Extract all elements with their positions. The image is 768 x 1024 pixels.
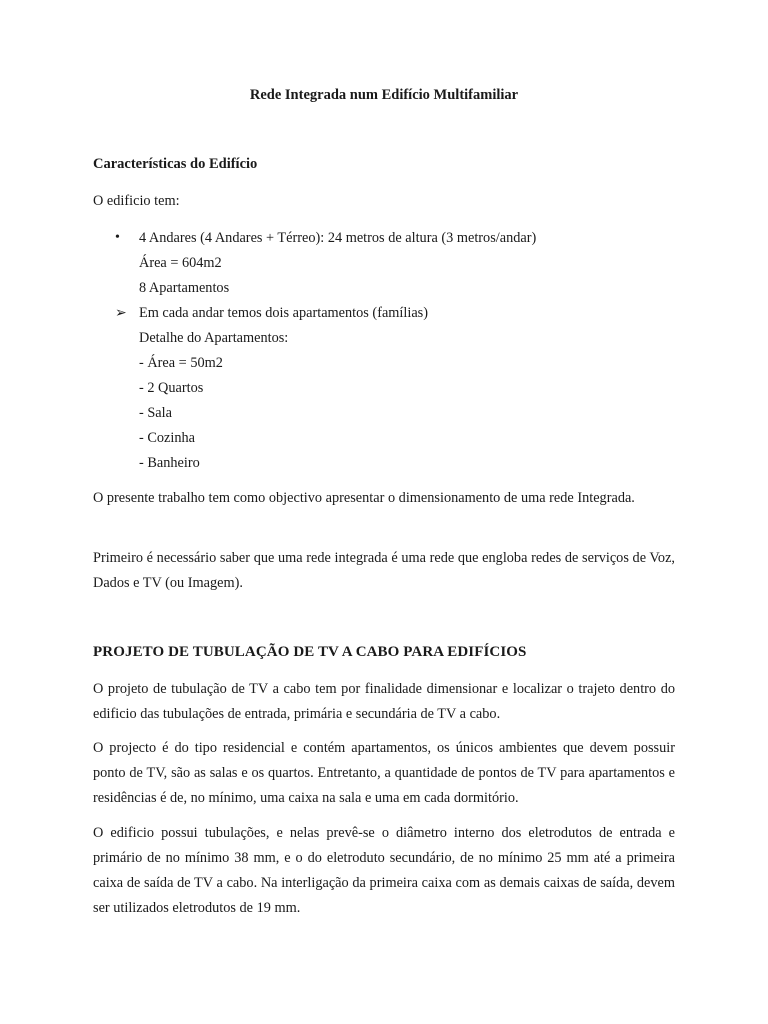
paragraph: O projeto de tubulação de TV a cabo tem por finalidade dimensionar e localizar o trajeto dentro do edificio das tubulações de entrada, primária e secundária de TV a cabo. <box>93 681 675 722</box>
list-item: Detalhe do Apartamentos: <box>139 330 289 346</box>
list-item: Em cada andar temos dois apartamentos (famílias) <box>139 305 429 321</box>
document-title: Rede Integrada num Edifício Multifamiliar <box>249 87 519 103</box>
list-item: Área = 604m2 <box>139 255 222 271</box>
list-item: - Sala <box>139 405 172 421</box>
paragraph: O projecto é do tipo residencial e contém apartamentos, os únicos ambientes que devem possuir ponto de TV, são as salas e os quartos. Entretanto, a quantidade de pontos de TV para apartamentos e residências é de, no mínimo, uma caixa na sala e uma em cada dormitório. <box>93 740 675 806</box>
list-item: - Cozinha <box>139 430 195 446</box>
paragraph: O presente trabalho tem como objectivo apresentar o dimensionamento de uma rede Integrada. <box>93 490 635 506</box>
paragraph: Primeiro é necessário saber que uma rede integrada é uma rede que engloba redes de serviços de Voz, Dados e TV (ou Imagem). <box>93 550 675 591</box>
list-item: 4 Andares (4 Andares + Térreo): 24 metros de altura (3 metros/andar) <box>139 230 537 246</box>
list-item: - Banheiro <box>139 455 200 471</box>
bullet-dot-icon: • <box>115 230 120 245</box>
list-item: - Área = 50m2 <box>139 355 223 371</box>
intro-line: O edificio tem: <box>93 193 180 209</box>
section-heading-building: Características do Edifício <box>93 156 258 172</box>
arrow-bullet-icon: ➢ <box>115 306 127 321</box>
list-item: 8 Apartamentos <box>139 280 230 296</box>
list-item: - 2 Quartos <box>139 380 204 396</box>
paragraph: O edificio possui tubulações, e nelas prevê-se o diâmetro interno dos eletrodutos de entrada e primário de no mínimo 38 mm, e o do eletroduto secundário, de no mínimo 25 mm até a primeira caixa de saída de TV a cabo. Na interligação da primeira caixa com as demais caixas de saída, devem ser utilizados eletrodutos de 19 mm. <box>93 825 675 916</box>
section-heading-tv-cable: PROJETO DE TUBULAÇÃO DE TV A CABO PARA EDIFÍCIOS <box>93 644 527 660</box>
